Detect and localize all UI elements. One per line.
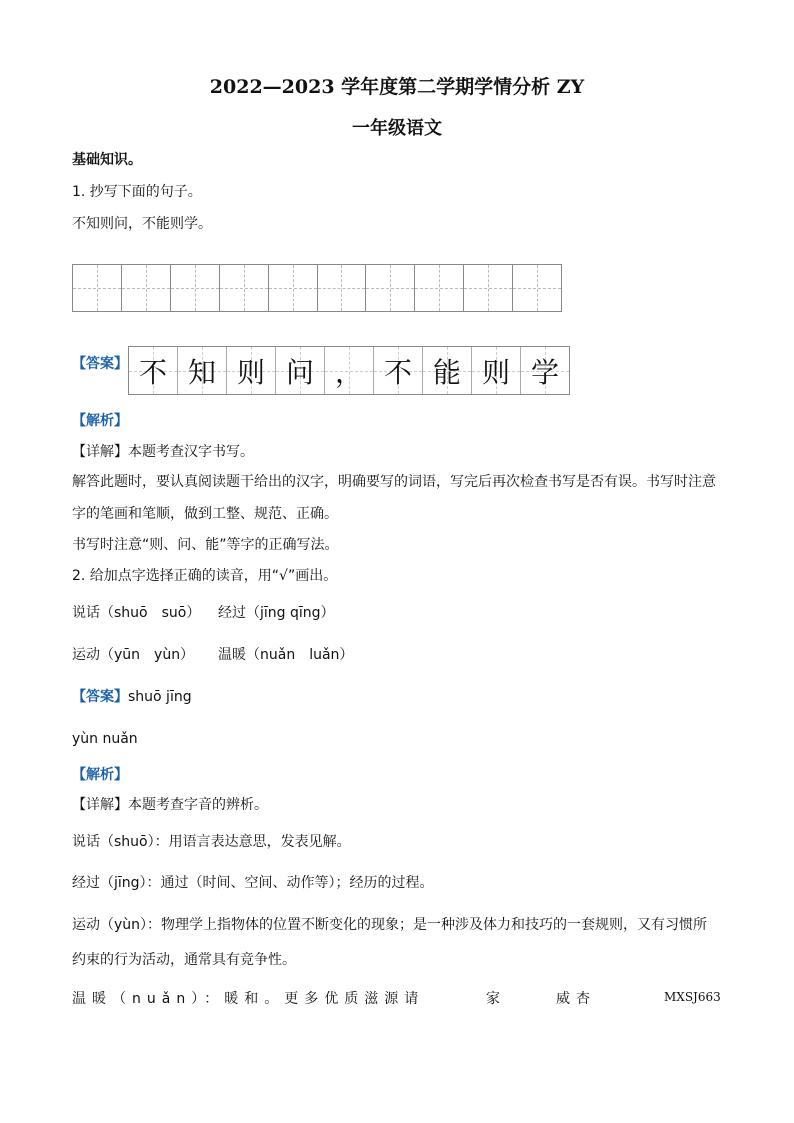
answer-cell: 学	[521, 347, 569, 394]
answer-cell: 问	[276, 347, 325, 394]
grid-cell	[171, 265, 220, 311]
q2-detail: 【详解】本题考查字音的辨析。	[72, 797, 268, 813]
grid-cell	[318, 265, 367, 311]
grid-cell	[269, 265, 318, 311]
q2-answer-line: shuō jīng	[128, 689, 192, 705]
q1-sentence: 不知则问，不能则学。	[72, 216, 212, 232]
answer-cell: ，	[325, 347, 374, 394]
q2-analysis-tag: 【解析】	[72, 767, 128, 783]
q2-option: 说话（shuō suō）	[72, 605, 201, 621]
footer-code: MXSJ663	[664, 990, 721, 1004]
answer-cell: 不	[129, 347, 178, 394]
q2-option: 经过（jīng qīng）	[218, 605, 335, 621]
q2-option: 温暖（nuǎn luǎn）	[218, 647, 354, 663]
q2-prompt: 2. 给加点字选择正确的读音，用“√”画出。	[72, 568, 338, 584]
answer-grid	[128, 346, 570, 395]
document-subtitle: 一年级语文	[352, 118, 442, 139]
q1-prompt: 1. 抄写下面的句子。	[72, 184, 202, 200]
answer-cell: 不	[374, 347, 423, 394]
grid-cell	[73, 265, 122, 311]
q2-explanation-line: 经过（jīng）：通过（时间、空间、动作等）；经历的过程。	[72, 875, 434, 891]
grid-cell	[415, 265, 464, 311]
q1-analysis-tag: 【解析】	[72, 413, 128, 429]
q2-answer	[72, 686, 192, 707]
q1-explanation-line: 解答此题时，要认真阅读题干给出的汉字，明确要写的词语，写完后再次检查书写是否有误。书写时注意	[72, 474, 716, 490]
answer-cell: 则	[472, 347, 521, 394]
q1-explanation-line: 书写时注意“则、问、能”等字的正确写法。	[72, 537, 339, 553]
grid-cell	[122, 265, 171, 311]
q2-explanation-line: 约束的行为活动，通常具有竞争性。	[72, 952, 296, 968]
answer-cell: 则	[227, 347, 276, 394]
document-title: 2022—2023 学年度第二学期学情分析 ZY	[209, 76, 585, 98]
answer-cell: 知	[178, 347, 227, 394]
writing-grid	[72, 264, 562, 312]
section-heading: 基础知识。	[72, 152, 142, 168]
grid-cell	[464, 265, 513, 311]
grid-cell	[513, 265, 561, 311]
grid-cell	[366, 265, 415, 311]
q2-explanation-line: 说话（shuō）：用语言表达意思，发表见解。	[72, 834, 351, 850]
q2-answer-tag: 【答案】	[72, 689, 128, 705]
footer-text: 威杏	[556, 991, 596, 1007]
q1-explanation-line: 字的笔画和笔顺，做到工整、规范、正确。	[72, 506, 338, 522]
answer-cell: 能	[423, 347, 472, 394]
q1-answer-tag: 【答案】	[72, 356, 128, 372]
grid-cell	[220, 265, 269, 311]
q2-explanation-line: 运动（yùn）：物理学上指物体的位置不断变化的现象；是一种涉及体力和技巧的一套规则，又有习惯所	[72, 917, 708, 933]
q2-option: 运动（yūn yùn）	[72, 647, 195, 663]
q1-detail: 【详解】本题考查汉字书写。	[72, 444, 254, 460]
footer-text: 家	[486, 991, 506, 1007]
footer-text: 温暖（nuǎn）：暖和。更多优质滋源请	[72, 991, 425, 1007]
q2-answer-line: yùn nuǎn	[72, 731, 138, 747]
